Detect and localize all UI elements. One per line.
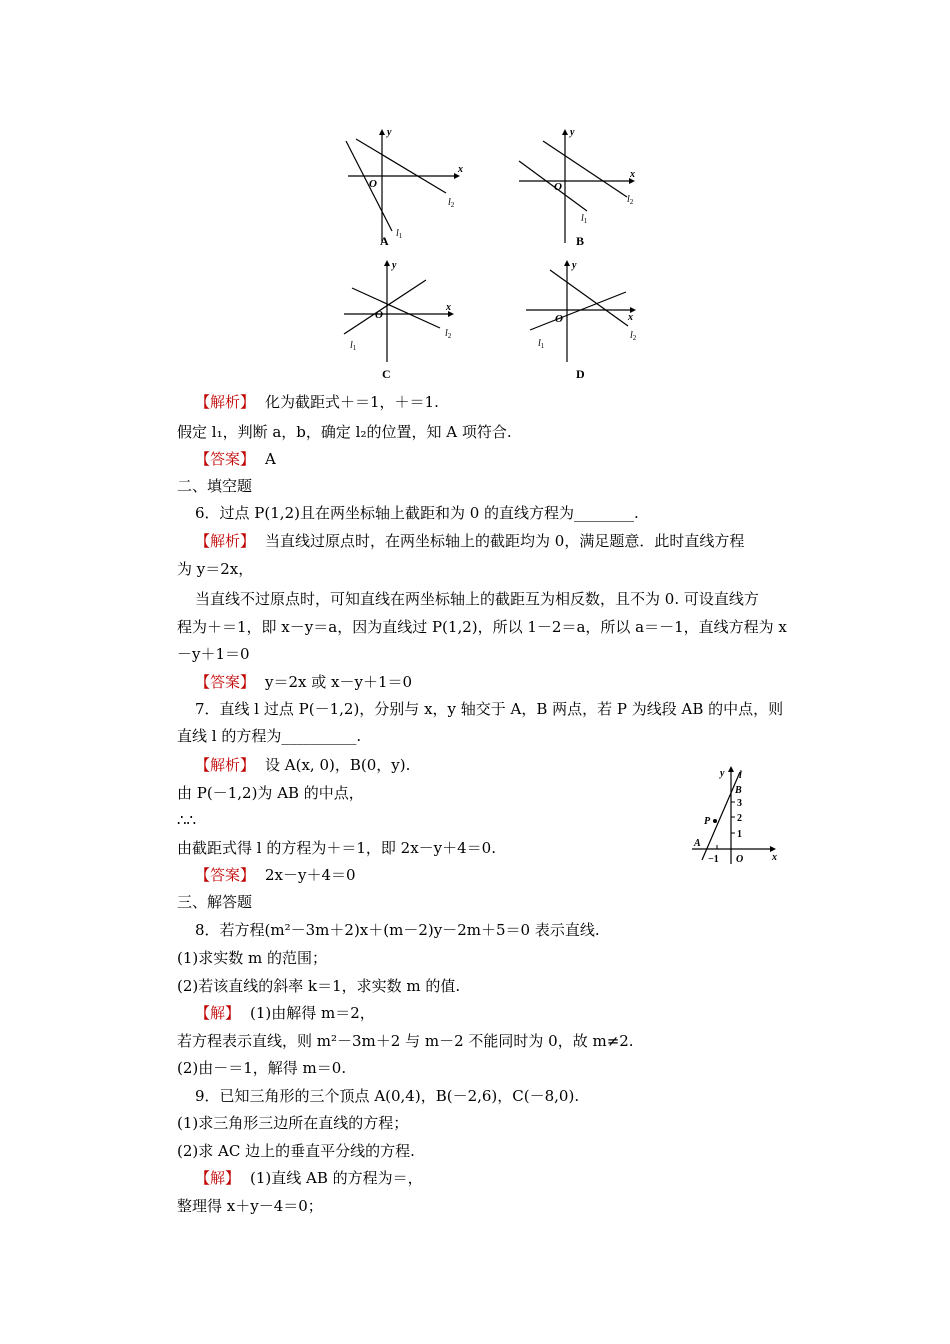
neg1-label: −1 (708, 854, 719, 865)
question-8: 8．若方程(m²－3m＋2)x＋(m－2)y－2m＋5＝0 表示直线. (195, 921, 600, 939)
solution-q9: 【解】 (1)直线 AB 的方程为＝， (195, 1169, 423, 1187)
b-label: B (735, 785, 742, 796)
analysis-q6-line5: －y＋1＝0 (177, 645, 250, 663)
question-6: 6．过点 P(1,2)且在两坐标轴上截距和为 0 的直线方程为________. (195, 504, 639, 522)
l1-label: $l_1$ (581, 213, 588, 225)
y-label: y (720, 768, 725, 779)
figure-option-d (522, 258, 647, 366)
l1-label: $l_1$ (538, 338, 545, 350)
l-label: l (739, 770, 742, 781)
l2-label: $l_2$ (630, 330, 637, 342)
l2-label: $l_2$ (627, 194, 634, 206)
l1-label: $l_1$ (396, 228, 403, 240)
answer-q7: 【答案】 2x－y＋4＝0 (195, 866, 356, 884)
x-label: x (446, 302, 451, 313)
tick-2-label: 2 (737, 813, 742, 824)
question-9-part2: (2)求 AC 边上的垂直平分线的方程. (177, 1142, 415, 1160)
a-label: A (694, 838, 701, 849)
origin-label: O (369, 178, 377, 190)
origin-label: O (736, 854, 744, 865)
question-9: 9．已知三角形的三个顶点 A(0,4)，B(－2,6)，C(－8,0). (195, 1087, 580, 1105)
origin-label: O (554, 181, 562, 193)
x-label: x (630, 169, 635, 180)
l1-label: $l_1$ (350, 340, 357, 352)
analysis-q7: 【解析】 设 A(x, 0)，B(0，y). (195, 756, 411, 774)
l2-label: $l_2$ (448, 197, 455, 209)
figure-option-c (340, 258, 465, 366)
analysis-q6-line2: 为 y＝2x， (177, 560, 254, 578)
figure-d-label: D (576, 367, 585, 381)
question-8-part2: (2)若该直线的斜率 k＝1，求实数 m 的值. (177, 977, 461, 995)
y-label: y (572, 260, 577, 271)
question-7-line2: 直线 l 的方程为__________. (177, 727, 362, 745)
line-l1 (530, 292, 626, 330)
tick-3-label: 3 (737, 798, 742, 809)
y-label: y (392, 260, 397, 271)
figure-c-label: C (382, 367, 391, 381)
analysis-q6-line3: 当直线不过原点时，可知直线在两坐标轴上的截距互为相反数，且不为 0. 可设直线方 (195, 590, 759, 608)
solution-q8-line3: (2)由－＝1，解得 m＝0. (177, 1059, 347, 1077)
figure-option-b (515, 125, 645, 250)
point-p (713, 819, 717, 823)
line-l2 (352, 288, 440, 328)
x-label: x (628, 312, 633, 323)
y-arrow (384, 260, 390, 266)
figure-b-label: B (576, 234, 585, 248)
x-label: x (772, 852, 777, 863)
section-solve: 三、解答题 (177, 893, 253, 911)
analysis-q6-line4: 程为＋＝1，即 x－y＝a，因为直线过 P(1,2)，所以 1－2＝a，所以 a＝－1，直线方程为 x (177, 618, 787, 636)
figure-option-a (340, 125, 465, 250)
line-l1 (519, 161, 587, 211)
origin-label: O (375, 309, 383, 321)
origin-label: O (555, 313, 563, 325)
solution-q9-line2: 整理得 x＋y－4＝0； (177, 1197, 323, 1215)
p-label: P (704, 816, 711, 827)
solution-q8-line2: 若方程表示直线，则 m²－3m＋2 与 m－2 不能同时为 0，故 m≠2. (177, 1032, 634, 1050)
question-8-part1: (1)求实数 m 的范围； (177, 949, 328, 967)
l2-label: $l_2$ (445, 328, 452, 340)
analysis-label-q5: 【解析】 化为截距式＋＝1，＋＝1. (195, 393, 439, 411)
tick-1-label: 1 (737, 829, 742, 840)
question-7: 7．直线 l 过点 P(－1,2)，分别与 x，y 轴交于 A，B 两点，若 P 为线段 AB 的中点，则 (195, 700, 784, 718)
y-arrow (379, 129, 385, 135)
analysis-q7-therefore: ∴∴ (177, 811, 197, 829)
question-9-part1: (1)求三角形三边所在直线的方程； (177, 1114, 409, 1132)
y-arrow (728, 766, 734, 772)
answer-q5: 【答案】 A (195, 450, 276, 468)
y-label: y (570, 127, 575, 138)
solution-q8: 【解】 (1)由解得 m＝2， (195, 1004, 375, 1022)
y-arrow (564, 260, 570, 266)
section-fill-blank: 二、填空题 (177, 477, 253, 495)
answer-q6: 【答案】 y＝2x 或 x－y＋1＝0 (195, 673, 413, 691)
x-label: x (458, 164, 463, 175)
y-label: y (387, 127, 392, 138)
analysis-q6: 【解析】 当直线过原点时，在两坐标轴上的截距均为 0，满足题意．此时直线方程 (195, 532, 745, 550)
y-arrow (562, 129, 568, 135)
analysis-q7-line2: 由 P(－1,2)为 AB 的中点， (177, 784, 364, 802)
line-l1 (344, 280, 426, 334)
figure-q7 (688, 764, 788, 866)
analysis-q7-line4: 由截距式得 l 的方程为＋＝1，即 2x－y＋4＝0. (177, 839, 496, 857)
q5-analysis-line: 假定 l₁，判断 a，b，确定 l₂的位置，知 A 项符合. (177, 423, 512, 441)
figure-a-label: A (380, 234, 389, 248)
